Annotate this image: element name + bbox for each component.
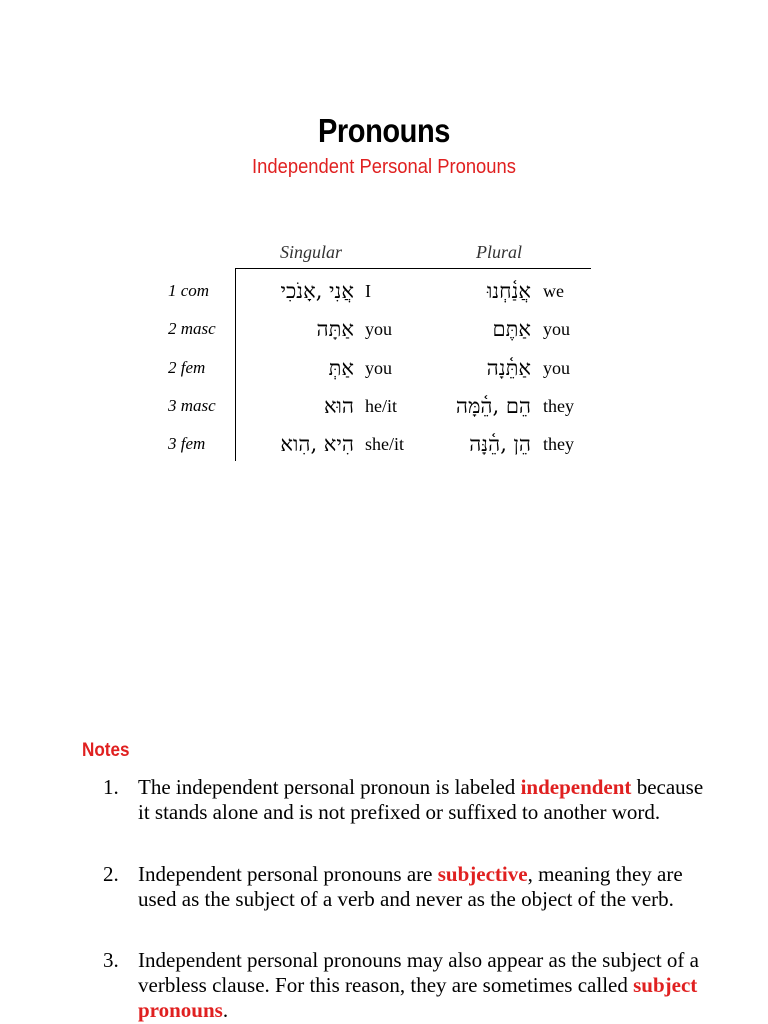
note-text-start: The independent personal pronoun is labeled [138, 775, 521, 799]
plural-hebrew: הֵם ,הֵ֫מָּה [455, 394, 531, 418]
plural-gloss: you [543, 358, 570, 378]
table-row [0, 387, 768, 425]
plural-gloss: you [543, 319, 570, 339]
note-text-end: because it stands alone and is not prefixed or suffixed to another word. [138, 775, 704, 824]
person-label: 2 masc [168, 319, 216, 338]
note-number: 1. [103, 775, 119, 799]
notes-heading: Notes [82, 740, 130, 761]
note-text [138, 948, 708, 1023]
person-label: 3 fem [168, 434, 206, 453]
plural-hebrew: הֵן ,הֵ֫נָּה [469, 432, 531, 456]
singular-gloss: you [365, 358, 392, 378]
singular-gloss: she/it [365, 434, 404, 454]
plural-hebrew: אַתֶּם [492, 317, 531, 341]
singular-hebrew: אַתָּה [316, 317, 354, 341]
singular-column-header: Singular [280, 242, 343, 262]
singular-hebrew: אֲנִי ,אָנֹכִי [280, 279, 354, 303]
page-title: Pronouns [318, 112, 450, 149]
highlight-term: subject pronouns [138, 973, 698, 1022]
singular-hebrew: הוּא [323, 394, 354, 418]
note-text-end: . [222, 998, 229, 1022]
plural-column-header: Plural [476, 242, 523, 262]
singular-hebrew: אַתְּ [328, 356, 354, 380]
table-row [0, 425, 768, 463]
person-label: 2 fem [168, 358, 206, 377]
plural-hebrew: אַתֵּ֫נָה [486, 356, 531, 380]
note-text-start: Independent personal pronouns may also appear as the subject of a verbless clause. For this reason, they are sometimes called [138, 948, 699, 997]
person-label: 3 masc [168, 396, 216, 415]
singular-gloss: I [365, 281, 371, 301]
note-text [138, 775, 708, 825]
note-number: 3. [103, 948, 119, 972]
table-row [0, 310, 768, 348]
note-text [138, 862, 708, 912]
table-header-divider [236, 268, 591, 269]
plural-gloss: they [543, 434, 574, 454]
table-row [0, 272, 768, 310]
note-number: 2. [103, 862, 119, 886]
highlight-term: independent [520, 775, 632, 799]
highlight-term: subjective [437, 862, 528, 886]
page-subtitle: Independent Personal Pronouns [252, 156, 516, 178]
note-text-end: , meaning they are used as the subject of a verb and never as the object of the verb. [138, 862, 683, 911]
singular-hebrew: הִיא ,הִוא [280, 432, 354, 456]
singular-gloss: he/it [365, 396, 397, 416]
note-text-start: Independent personal pronouns are [138, 862, 438, 886]
person-label: 1 com [168, 281, 210, 300]
plural-hebrew: אֲנַ֫חְנוּ [486, 279, 531, 303]
singular-gloss: you [365, 319, 392, 339]
plural-gloss: we [543, 281, 564, 301]
plural-gloss: they [543, 396, 574, 416]
table-row [0, 349, 768, 387]
